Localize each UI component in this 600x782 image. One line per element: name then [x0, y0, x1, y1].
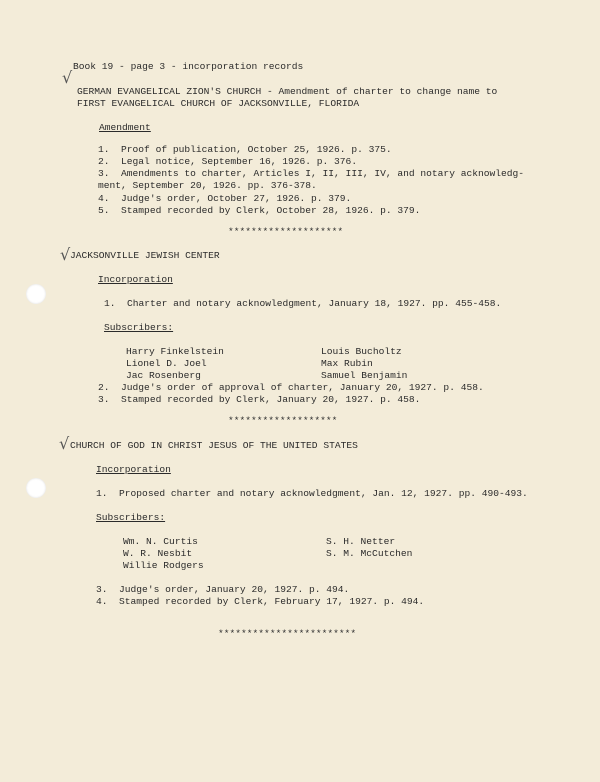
subscriber-name: W. R. Nesbit: [123, 548, 193, 559]
list-item: 4. Judge's order, October 27, 1926. p. 379.: [98, 193, 352, 204]
page-header: Book 19 - page 3 - incorporation records: [73, 61, 304, 72]
list-item: 2. Legal notice, September 16, 1926. p. 376.: [98, 156, 358, 167]
subscriber-name: S. M. McCutchen: [326, 548, 413, 559]
list-item: 2. Judge's order of approval of charter, January 20, 1927. p. 458.: [98, 382, 484, 393]
subscriber-name: Jac Rosenberg: [126, 370, 201, 381]
separator-stars: ********************: [228, 226, 344, 237]
section2-title: JACKSONVILLE JEWISH CENTER: [70, 250, 220, 261]
list-item: 5. Stamped recorded by Clerk, October 28, 1926. p. 379.: [98, 205, 421, 216]
subscriber-name: S. H. Netter: [326, 536, 396, 547]
check-mark: √: [60, 245, 71, 264]
check-mark: √: [62, 68, 73, 87]
subscriber-name: Willie Rodgers: [123, 560, 204, 571]
punch-hole: [26, 284, 46, 304]
subscriber-name: Louis Bucholtz: [321, 346, 402, 357]
subscriber-name: Max Rubin: [321, 358, 373, 369]
list-item: 1. Proposed charter and notary acknowledgment, Jan. 12, 1927. pp. 490-493.: [96, 488, 528, 499]
subscriber-name: Harry Finkelstein: [126, 346, 224, 357]
list-item: 3. Judge's order, January 20, 1927. p. 494.: [96, 584, 350, 595]
list-item: 3. Stamped recorded by Clerk, January 20, 1927. p. 458.: [98, 394, 421, 405]
punch-hole: [26, 478, 46, 498]
section1-title-line1: GERMAN EVANGELICAL ZION'S CHURCH - Amendment of charter to change name to: [77, 86, 498, 97]
subscriber-name: Samuel Benjamin: [321, 370, 408, 381]
list-item: 1. Charter and notary acknowledgment, January 18, 1927. pp. 455-458.: [104, 298, 502, 309]
list-item: ment, September 20, 1926. pp. 376-378.: [98, 180, 317, 191]
subscribers-label: Subscribers:: [96, 512, 166, 523]
subscriber-name: Wm. N. Curtis: [123, 536, 198, 547]
check-mark: √: [59, 434, 70, 453]
section1-title-line2: FIRST EVANGELICAL CHURCH OF JACKSONVILLE, FLORIDA: [77, 98, 360, 109]
list-item: 3. Amendments to charter, Articles I, II, III, IV, and notary acknowledg-: [98, 168, 525, 179]
section1-subhead: Amendment: [99, 122, 151, 133]
list-item: 1. Proof of publication, October 25, 1926. p. 375.: [98, 144, 392, 155]
list-item: 4. Stamped recorded by Clerk, February 17, 1927. p. 494.: [96, 596, 425, 607]
separator-stars: *******************: [228, 415, 338, 426]
subscribers-label: Subscribers:: [104, 322, 174, 333]
section3-subhead: Incorporation: [96, 464, 171, 475]
section3-title: CHURCH OF GOD IN CHRIST JESUS OF THE UNITED STATES: [70, 440, 358, 451]
subscriber-name: Lionel D. Joel: [126, 358, 207, 369]
separator-stars: ************************: [218, 628, 357, 639]
section2-subhead: Incorporation: [98, 274, 173, 285]
